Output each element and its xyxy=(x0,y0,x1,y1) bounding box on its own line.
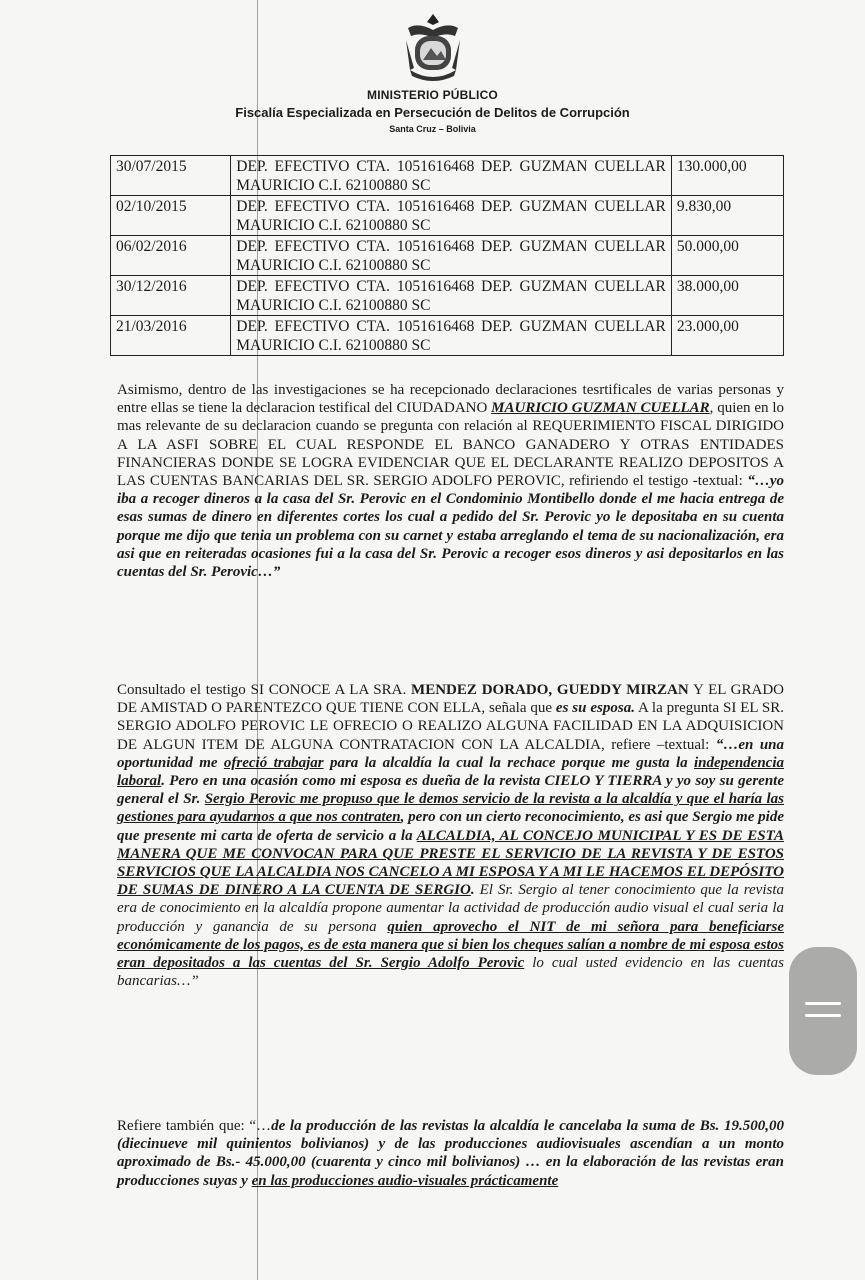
deposit-date: 21/03/2016 xyxy=(111,316,231,356)
scroll-handle[interactable] xyxy=(789,947,857,1075)
witness-name: MAURICIO GUZMAN CUELLAR xyxy=(491,400,710,417)
para2-text-2: Y EL GRADO DE AMISTAD O PARENTEZCO QUE TIENE CON ELLA, señala que xyxy=(117,682,784,717)
deposit-description: DEP. EFECTIVO CTA. 1051616468 DEP. GUZMAN CUELLAR MAURICIO C.I. 62100880 SC xyxy=(231,276,672,316)
deposit-row xyxy=(111,196,784,236)
deposit-amount: 9.830,00 xyxy=(671,196,783,236)
grip-line-icon xyxy=(805,1014,841,1017)
quote-part: , pero con un cierto reconocimiento, es asi que Sergio me pide que presente mi carta de oferta de servicio a la xyxy=(117,809,785,844)
deposit-amount: 130.000,00 xyxy=(671,156,783,196)
deposit-description: DEP. EFECTIVO CTA. 1051616468 DEP. GUZMAN CUELLAR MAURICIO C.I. 62100880 SC xyxy=(231,196,672,236)
spouse-name: MENDEZ DORADO, GUEDDY MIRZAN xyxy=(411,682,689,698)
payments-quote: de la producción de las revistas la alcaldía le cancelaba la suma de Bs. 19.500,00 (diecinueve mil quinientos bolivianos) y de las producciones audiovisuales ascendían a un monto aproximado de Bs.- 45.000,00 (cuarenta y cinco mil bolivianos) … en la elaboración de las revistas eran producciones suyas y xyxy=(117,1118,785,1189)
spouse-answer: es su esposa. xyxy=(555,700,635,717)
paragraph-testimony xyxy=(117,381,784,581)
quote-part: “…en una oportunidad me xyxy=(117,736,784,771)
quote-italic: lo cual usted evidencio en las cuentas bancarias…” xyxy=(117,955,784,990)
header-institution: MINISTERIO PÚBLICO xyxy=(367,88,498,102)
deposit-row xyxy=(111,156,784,196)
para2-text: Consultado el testigo SI CONOCE A LA SRA. xyxy=(117,682,412,698)
deposit-date: 30/12/2016 xyxy=(111,276,231,316)
deposit-description: DEP. EFECTIVO CTA. 1051616468 DEP. GUZMAN CUELLAR MAURICIO C.I. 62100880 SC xyxy=(231,156,672,196)
quote-part: . xyxy=(470,882,475,899)
para1-text-2: , quien en lo mas relevante de su declaracion cuando se pregunta con relación al REQUERIMIENTO FISCAL DIRIGIDO A LA ASFI SOBRE EL CUAL RESPONDE EL BANCO GANADERO Y OTRAS ENTIDADES FINANCIERAS DONDE SE LOGRA EVIDENCIAR QUE EL DECLARANTE REALIZO DEPOSITOS A LAS CUENTAS BANCARIAS DEL SR. SERGIO ADOLFO PEROVIC, refiriendo el testigo -textual: xyxy=(117,400,784,490)
header-office: Fiscalía Especializada en Persecución de Delitos de Corrupción xyxy=(235,105,630,120)
header-location: Santa Cruz – Bolivia xyxy=(389,124,476,134)
deposit-amount: 50.000,00 xyxy=(671,236,783,276)
paragraph-payments xyxy=(117,1117,784,1190)
grip-line-icon xyxy=(805,1002,841,1005)
deposit-row xyxy=(111,316,784,356)
testimony-quote: “…yo iba a recoger dineros a la casa del Sr. Perovic en el Condominio Montibello donde el me hacia entrega de esas sumas de dinero en diferentes cortes los cual a pedido del Sr. Perovic yo le depositaba en su cuenta porque me dijo que tenia un problema con su carnet y estaba arreglando el tema de su nacionalización, era asi que en reiteradas ocasiones fui a la casa del Sr. Perovic a recoger esos dineros y asi depositarlos en las cuentas del Sr. Perovic…” xyxy=(117,473,784,581)
deposit-date: 02/10/2015 xyxy=(111,196,231,236)
deposit-amount: 23.000,00 xyxy=(671,316,783,356)
para2-text-3: A la pregunta SI EL SR. SERGIO ADOLFO PEROVIC LE OFRECIO O REALIZO ALGUNA FACILIDAD EN LA ADQUISICION DE ALGUN ITEM DE ALGUNA CONTRATACION CON LA ALCALDIA, refiere –textual: xyxy=(117,700,784,753)
payments-quote-underlined: en las producciones audio-visuales prácticamente xyxy=(251,1172,559,1189)
deposits-table xyxy=(110,155,784,356)
page-fold-line xyxy=(257,0,258,1280)
letterhead xyxy=(0,10,865,134)
deposit-description: DEP. EFECTIVO CTA. 1051616468 DEP. GUZMAN CUELLAR MAURICIO C.I. 62100880 SC xyxy=(231,316,672,356)
quote-underlined: ALCALDIA, AL CONCEJO MUNICIPAL Y ES DE ESTA MANERA QUE ME CONVOCAN PARA QUE PRESTE EL SERVICIO DE LA REVISTA Y DE ESTOS SERVICIOS QUE LA ALCALDIA NOS CANCELO A MI ESPOSA Y A MI LE HACEMOS EL DEPÓSITO DE SUMAS DE DINERO A LA CUENTA DE SERGIO xyxy=(117,827,784,899)
deposit-date: 06/02/2016 xyxy=(111,236,231,276)
deposit-date: 30/07/2015 xyxy=(111,156,231,196)
coat-of-arms-icon xyxy=(400,10,466,86)
deposit-row xyxy=(111,276,784,316)
quote-part: . Pero en una ocasión como mi esposa es dueña de la revista CIELO Y TIERRA y yo soy su gerente general el Sr. xyxy=(117,773,784,808)
para1-text: Asimismo, dentro de las investigaciones se ha recepcionado declaraciones tesrtificales de varias personas y entre ellas se tiene la declaracion testifical del CIUDADANO xyxy=(117,382,784,417)
para3-text: Refiere también que: “… xyxy=(117,1118,272,1134)
quote-underlined: ofreció trabajar xyxy=(223,754,324,771)
deposit-amount: 38.000,00 xyxy=(671,276,783,316)
quote-part: para la alcaldía la cual la rechace porque me gusta la xyxy=(323,754,695,771)
quote-italic: El Sr. Sergio al tener conocimiento que la revista era de conocimiento en la alcaldía propone aumentar la actividad de producción audio visual el cual seria la producción y ganancia de su persona xyxy=(117,882,784,935)
paragraph-relationship xyxy=(117,681,784,990)
deposit-description: DEP. EFECTIVO CTA. 1051616468 DEP. GUZMAN CUELLAR MAURICIO C.I. 62100880 SC xyxy=(231,236,672,276)
deposit-row xyxy=(111,236,784,276)
quote-underlined: independencia laboral xyxy=(117,754,785,790)
quote-underlined: Sergio Perovic me propuso que le demos servicio de la revista a la alcaldía y que el haría las gestiones para ayudarnos a que nos contraten xyxy=(117,791,784,826)
quote-underlined: quien aprovecho el NIT de mi señora para beneficiarse económicamente de los pagos, es de esta manera que si bien los cheques salían a nombre de mi esposa estos eran depositados a las cuentas del Sr. Sergio Adolfo Perovic xyxy=(117,918,785,972)
